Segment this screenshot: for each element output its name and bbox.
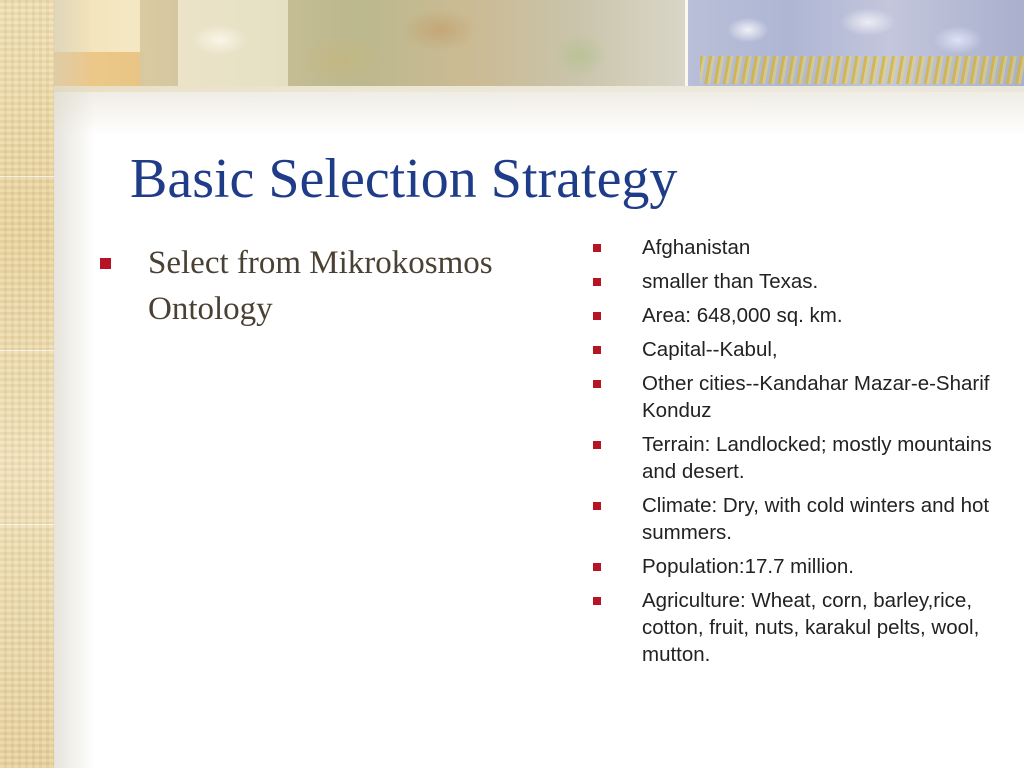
square-bullet-icon [593, 563, 601, 571]
right-bullet-text: Other cities--Kandahar Mazar-e-Sharif Konduz [642, 372, 990, 422]
right-bullet-item [590, 431, 1010, 485]
right-bullet-list [590, 234, 1010, 675]
right-bullet-item [590, 587, 1010, 668]
leaf-highlight-decoration [178, 0, 288, 86]
right-bullet-item [590, 553, 1010, 580]
square-bullet-icon [593, 502, 601, 510]
right-bullet-text: Terrain: Landlocked; mostly mountains and desert. [642, 433, 992, 483]
right-bullet-item [590, 234, 1010, 261]
right-bullet-item [590, 268, 1010, 295]
square-bullet-icon [593, 278, 601, 286]
square-bullet-icon [593, 441, 601, 449]
right-bullet-item [590, 492, 1010, 546]
right-bullet-item [590, 302, 1010, 329]
top-shadow [54, 86, 1024, 136]
slide-title: Basic Selection Strategy [130, 148, 678, 210]
strip-seam [0, 176, 54, 177]
right-bullet-text: Area: 648,000 sq. km. [642, 304, 843, 327]
header-decoration-band [0, 0, 1024, 92]
right-bullet-text: Agriculture: Wheat, corn, barley,rice, cotton, fruit, nuts, karakul pelts, wool, mutton. [642, 589, 980, 666]
left-bullet-text: Select from Mikrokosmos Ontology [148, 245, 493, 327]
square-bullet-icon [593, 346, 601, 354]
strip-seam [0, 524, 54, 525]
right-bullet-text: Climate: Dry, with cold winters and hot summers. [642, 494, 990, 544]
left-texture-strip [0, 0, 54, 768]
left-bullet-item [96, 240, 576, 332]
right-bullet-text: Afghanistan [642, 236, 751, 259]
square-bullet-icon [593, 244, 601, 252]
right-bullet-text: Capital--Kabul, [642, 338, 778, 361]
right-bullet-item [590, 370, 1010, 424]
golden-grass-decoration-image [700, 56, 1024, 84]
strip-seam [0, 350, 54, 351]
square-bullet-icon [593, 380, 601, 388]
right-bullet-item [590, 336, 1010, 363]
right-bullet-text: smaller than Texas. [642, 270, 819, 293]
right-bullet-text: Population:17.7 million. [642, 555, 854, 578]
left-bullet-list [96, 240, 576, 332]
square-bullet-icon [100, 258, 111, 269]
square-bullet-icon [593, 597, 601, 605]
square-bullet-icon [593, 312, 601, 320]
